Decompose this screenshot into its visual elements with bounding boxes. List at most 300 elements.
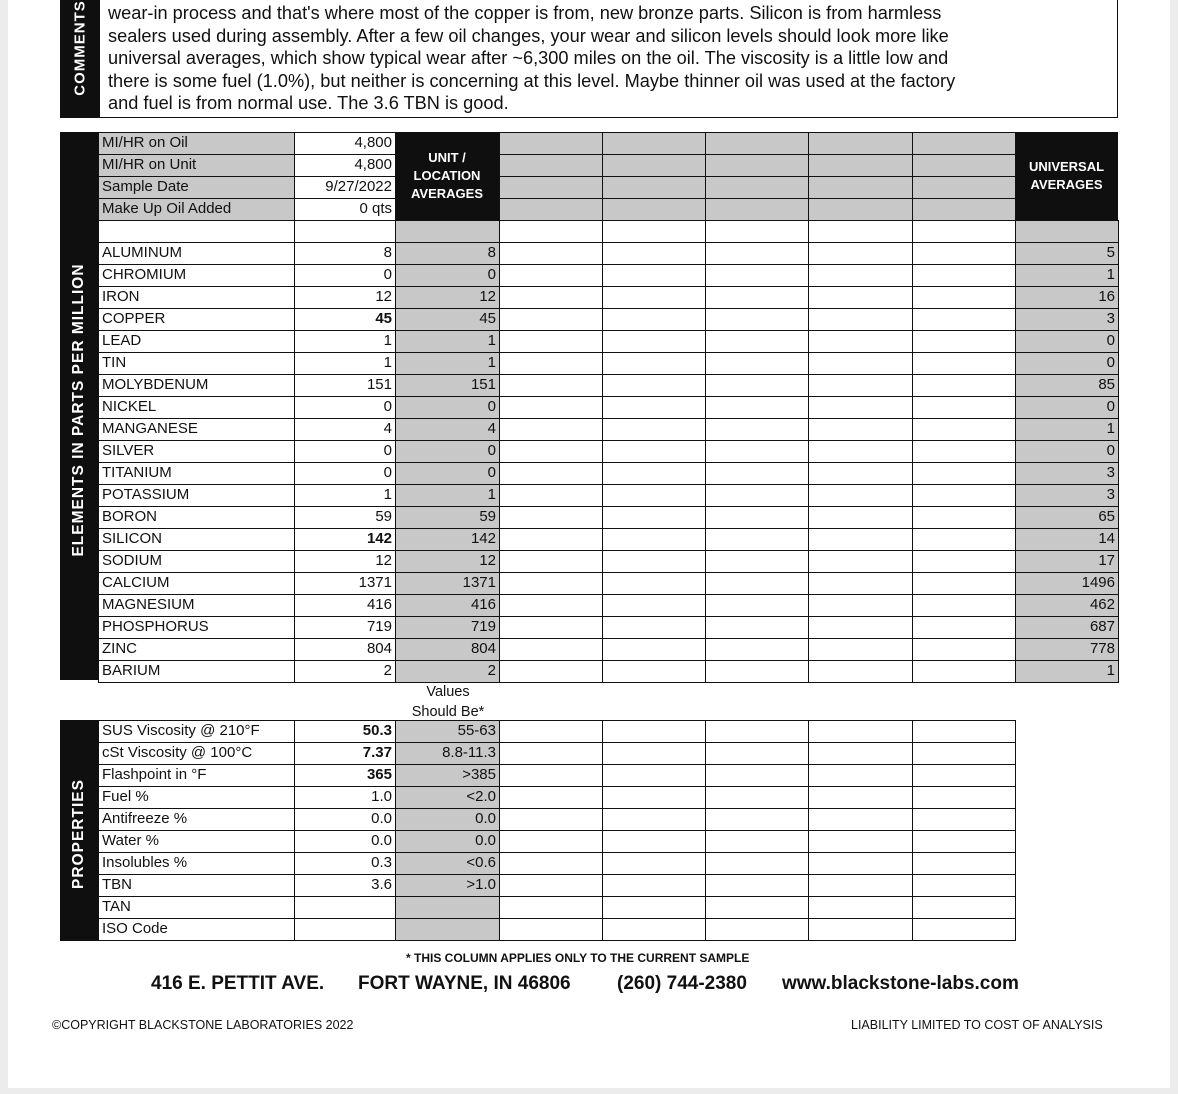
empty-cell bbox=[912, 528, 1016, 551]
element-name: SILICON bbox=[98, 528, 295, 551]
empty-cell bbox=[912, 874, 1016, 897]
element-name: SODIUM bbox=[98, 550, 295, 573]
empty-cell bbox=[602, 308, 706, 331]
empty-cell bbox=[602, 176, 706, 199]
empty-cell bbox=[602, 352, 706, 375]
empty-cell bbox=[808, 352, 913, 375]
empty-cell bbox=[705, 308, 809, 331]
values-should-be-header bbox=[396, 682, 500, 722]
empty-cell bbox=[705, 242, 809, 265]
empty-cell bbox=[499, 264, 603, 287]
element-name: MOLYBDENUM bbox=[98, 374, 295, 397]
property-should-be: <2.0 bbox=[395, 786, 500, 809]
element-value: 1 bbox=[294, 330, 396, 353]
empty-cell bbox=[808, 506, 913, 529]
element-universal-average: 0 bbox=[1015, 396, 1119, 419]
empty-cell bbox=[602, 830, 706, 853]
comments-sidebar-label: COMMENTS bbox=[71, 0, 89, 96]
empty-cell bbox=[705, 550, 809, 573]
element-universal-average: 1 bbox=[1015, 264, 1119, 287]
empty-cell bbox=[705, 484, 809, 507]
empty-cell bbox=[499, 330, 603, 353]
property-value bbox=[294, 896, 396, 919]
sample-info-label: MI/HR on Unit bbox=[98, 154, 295, 177]
element-unit-average: 1 bbox=[395, 484, 500, 507]
property-should-be bbox=[395, 918, 500, 941]
property-name: Water % bbox=[98, 830, 295, 853]
element-value: 2 bbox=[294, 660, 396, 683]
sample-info-value: 9/27/2022 bbox=[294, 176, 396, 199]
empty-cell bbox=[499, 616, 603, 639]
properties-sidebar-label: PROPERTIES bbox=[70, 779, 87, 889]
element-universal-average: 3 bbox=[1015, 484, 1119, 507]
element-universal-average: 778 bbox=[1015, 638, 1119, 661]
empty-cell bbox=[808, 286, 913, 309]
element-value: 142 bbox=[294, 528, 396, 551]
empty-cell bbox=[705, 528, 809, 551]
empty-cell bbox=[912, 132, 1016, 155]
empty-cell bbox=[705, 374, 809, 397]
element-value: 59 bbox=[294, 506, 396, 529]
property-should-be: 8.8-11.3 bbox=[395, 742, 500, 765]
comment-line: universal averages, which show typical wear after ~6,300 miles on the oil. The viscosity is a little low and bbox=[108, 48, 949, 68]
empty-cell bbox=[808, 242, 913, 265]
empty-cell bbox=[808, 830, 913, 853]
empty-cell bbox=[808, 874, 913, 897]
property-value: 7.37 bbox=[294, 742, 396, 765]
empty-cell bbox=[912, 720, 1016, 743]
empty-cell bbox=[912, 616, 1016, 639]
element-value: 151 bbox=[294, 374, 396, 397]
property-should-be: >1.0 bbox=[395, 874, 500, 897]
empty-cell bbox=[499, 852, 603, 875]
comments-text bbox=[108, 2, 1098, 115]
empty-cell bbox=[705, 418, 809, 441]
empty-cell bbox=[912, 330, 1016, 353]
element-unit-average: 59 bbox=[395, 506, 500, 529]
empty-cell bbox=[499, 352, 603, 375]
property-should-be bbox=[395, 896, 500, 919]
empty-cell bbox=[705, 154, 809, 177]
property-name: TAN bbox=[98, 896, 295, 919]
property-value: 0.0 bbox=[294, 830, 396, 853]
empty-cell bbox=[499, 440, 603, 463]
empty-cell bbox=[808, 918, 913, 941]
empty-cell bbox=[912, 352, 1016, 375]
element-unit-average: 1371 bbox=[395, 572, 500, 595]
empty-cell bbox=[912, 462, 1016, 485]
empty-cell bbox=[912, 176, 1016, 199]
empty-cell bbox=[499, 132, 603, 155]
property-value bbox=[294, 918, 396, 941]
universal-averages-header bbox=[1015, 132, 1118, 220]
sample-info-value: 4,800 bbox=[294, 132, 396, 155]
should-be-line: Values bbox=[426, 684, 470, 700]
spacer-cell bbox=[602, 220, 706, 243]
element-unit-average: 2 bbox=[395, 660, 500, 683]
element-unit-average: 8 bbox=[395, 242, 500, 265]
comment-line: there is some fuel (1.0%), but neither is concerning at this level. Maybe thinner oil was used at the factory bbox=[108, 70, 956, 91]
empty-cell bbox=[808, 396, 913, 419]
empty-cell bbox=[499, 506, 603, 529]
empty-cell bbox=[912, 484, 1016, 507]
empty-cell bbox=[705, 352, 809, 375]
unit-location-averages-header bbox=[395, 132, 499, 220]
property-value: 3.6 bbox=[294, 874, 396, 897]
element-name: IRON bbox=[98, 286, 295, 309]
element-name: MAGNESIUM bbox=[98, 594, 295, 617]
empty-cell bbox=[602, 198, 706, 221]
element-unit-average: 4 bbox=[395, 418, 500, 441]
sample-info-label: MI/HR on Oil bbox=[98, 132, 295, 155]
empty-cell bbox=[705, 264, 809, 287]
element-unit-average: 142 bbox=[395, 528, 500, 551]
element-universal-average: 1 bbox=[1015, 660, 1119, 683]
empty-cell bbox=[602, 418, 706, 441]
element-value: 12 bbox=[294, 286, 396, 309]
empty-cell bbox=[705, 286, 809, 309]
element-value: 719 bbox=[294, 616, 396, 639]
empty-cell bbox=[912, 742, 1016, 765]
empty-cell bbox=[808, 720, 913, 743]
property-should-be: 55-63 bbox=[395, 720, 500, 743]
empty-cell bbox=[499, 638, 603, 661]
element-name: CALCIUM bbox=[98, 572, 295, 595]
empty-cell bbox=[499, 154, 603, 177]
property-name: TBN bbox=[98, 874, 295, 897]
empty-cell bbox=[705, 638, 809, 661]
empty-cell bbox=[499, 462, 603, 485]
oil-report-page bbox=[8, 0, 1170, 1088]
empty-cell bbox=[602, 896, 706, 919]
empty-cell bbox=[912, 154, 1016, 177]
empty-cell bbox=[602, 616, 706, 639]
empty-cell bbox=[499, 786, 603, 809]
empty-cell bbox=[705, 660, 809, 683]
empty-cell bbox=[808, 176, 913, 199]
empty-cell bbox=[705, 176, 809, 199]
empty-cell bbox=[912, 550, 1016, 573]
empty-cell bbox=[808, 484, 913, 507]
empty-cell bbox=[602, 462, 706, 485]
empty-cell bbox=[808, 660, 913, 683]
comment-line: sealers used during assembly. After a few oil changes, your wear and silicon levels should look more like bbox=[108, 25, 949, 46]
empty-cell bbox=[808, 572, 913, 595]
empty-cell bbox=[499, 286, 603, 309]
empty-cell bbox=[705, 198, 809, 221]
empty-cell bbox=[808, 786, 913, 809]
empty-cell bbox=[808, 330, 913, 353]
property-name: Flashpoint in °F bbox=[98, 764, 295, 787]
empty-cell bbox=[912, 396, 1016, 419]
element-value: 8 bbox=[294, 242, 396, 265]
empty-cell bbox=[705, 830, 809, 853]
spacer-cell bbox=[98, 220, 295, 243]
element-name: SILVER bbox=[98, 440, 295, 463]
empty-cell bbox=[808, 374, 913, 397]
empty-cell bbox=[499, 396, 603, 419]
empty-cell bbox=[705, 764, 809, 787]
spacer-cell bbox=[912, 220, 1016, 243]
empty-cell bbox=[705, 132, 809, 155]
empty-cell bbox=[499, 808, 603, 831]
element-unit-average: 45 bbox=[395, 308, 500, 331]
element-name: ALUMINUM bbox=[98, 242, 295, 265]
property-name: SUS Viscosity @ 210°F bbox=[98, 720, 295, 743]
spacer-cell bbox=[294, 220, 396, 243]
empty-cell bbox=[602, 154, 706, 177]
empty-cell bbox=[808, 308, 913, 331]
empty-cell bbox=[602, 286, 706, 309]
properties-sidebar bbox=[60, 720, 98, 941]
element-universal-average: 462 bbox=[1015, 594, 1119, 617]
address-street: 416 E. PETTIT AVE. bbox=[151, 973, 325, 994]
property-should-be: 0.0 bbox=[395, 830, 500, 853]
element-universal-average: 65 bbox=[1015, 506, 1119, 529]
empty-cell bbox=[499, 660, 603, 683]
unit-avg-header-line: LOCATION bbox=[413, 168, 481, 183]
empty-cell bbox=[912, 660, 1016, 683]
property-name: Insolubles % bbox=[98, 852, 295, 875]
element-name: BORON bbox=[98, 506, 295, 529]
empty-cell bbox=[705, 720, 809, 743]
empty-cell bbox=[602, 638, 706, 661]
element-unit-average: 1 bbox=[395, 330, 500, 353]
empty-cell bbox=[912, 308, 1016, 331]
element-name: TITANIUM bbox=[98, 462, 295, 485]
empty-cell bbox=[499, 896, 603, 919]
element-value: 1 bbox=[294, 352, 396, 375]
empty-cell bbox=[912, 918, 1016, 941]
element-value: 0 bbox=[294, 396, 396, 419]
empty-cell bbox=[705, 896, 809, 919]
property-should-be: <0.6 bbox=[395, 852, 500, 875]
empty-cell bbox=[602, 764, 706, 787]
universal-header-line: UNIVERSAL bbox=[1028, 159, 1105, 174]
empty-cell bbox=[499, 308, 603, 331]
universal-header-line: AVERAGES bbox=[1030, 177, 1103, 192]
element-value: 1 bbox=[294, 484, 396, 507]
element-name: ZINC bbox=[98, 638, 295, 661]
property-value: 0.0 bbox=[294, 808, 396, 831]
property-name: Antifreeze % bbox=[98, 808, 295, 831]
empty-cell bbox=[499, 528, 603, 551]
column-footnote: * THIS COLUMN APPLIES ONLY TO THE CURRENT SAMPLE bbox=[406, 951, 750, 965]
element-universal-average: 0 bbox=[1015, 330, 1119, 353]
empty-cell bbox=[912, 852, 1016, 875]
elements-sidebar bbox=[60, 132, 98, 680]
empty-cell bbox=[808, 418, 913, 441]
property-name: ISO Code bbox=[98, 918, 295, 941]
empty-cell bbox=[808, 616, 913, 639]
empty-cell bbox=[602, 374, 706, 397]
empty-cell bbox=[499, 572, 603, 595]
element-name: CHROMIUM bbox=[98, 264, 295, 287]
element-universal-average: 17 bbox=[1015, 550, 1119, 573]
element-value: 4 bbox=[294, 418, 396, 441]
element-unit-average: 0 bbox=[395, 440, 500, 463]
empty-cell bbox=[808, 764, 913, 787]
empty-cell bbox=[499, 830, 603, 853]
empty-cell bbox=[499, 550, 603, 573]
element-universal-average: 0 bbox=[1015, 440, 1119, 463]
empty-cell bbox=[808, 808, 913, 831]
element-unit-average: 12 bbox=[395, 550, 500, 573]
element-name: BARIUM bbox=[98, 660, 295, 683]
element-name: COPPER bbox=[98, 308, 295, 331]
empty-cell bbox=[499, 594, 603, 617]
empty-cell bbox=[912, 506, 1016, 529]
element-universal-average: 3 bbox=[1015, 462, 1119, 485]
empty-cell bbox=[705, 462, 809, 485]
element-name: POTASSIUM bbox=[98, 484, 295, 507]
empty-cell bbox=[602, 132, 706, 155]
empty-cell bbox=[808, 132, 913, 155]
element-unit-average: 0 bbox=[395, 264, 500, 287]
empty-cell bbox=[602, 808, 706, 831]
element-universal-average: 1496 bbox=[1015, 572, 1119, 595]
website-link[interactable]: www.blackstone-labs.com bbox=[782, 973, 1019, 994]
empty-cell bbox=[499, 198, 603, 221]
spacer-cell bbox=[499, 220, 603, 243]
unit-avg-header-line: UNIT / bbox=[428, 150, 466, 165]
empty-cell bbox=[499, 418, 603, 441]
empty-cell bbox=[705, 440, 809, 463]
empty-cell bbox=[602, 440, 706, 463]
element-unit-average: 12 bbox=[395, 286, 500, 309]
empty-cell bbox=[602, 918, 706, 941]
empty-cell bbox=[705, 808, 809, 831]
empty-cell bbox=[705, 594, 809, 617]
empty-cell bbox=[499, 374, 603, 397]
empty-cell bbox=[499, 484, 603, 507]
element-value: 1371 bbox=[294, 572, 396, 595]
empty-cell bbox=[499, 742, 603, 765]
empty-cell bbox=[499, 918, 603, 941]
element-unit-average: 416 bbox=[395, 594, 500, 617]
empty-cell bbox=[808, 264, 913, 287]
property-value: 365 bbox=[294, 764, 396, 787]
element-value: 0 bbox=[294, 264, 396, 287]
element-name: LEAD bbox=[98, 330, 295, 353]
element-universal-average: 16 bbox=[1015, 286, 1119, 309]
element-universal-average: 687 bbox=[1015, 616, 1119, 639]
empty-cell bbox=[912, 198, 1016, 221]
element-universal-average: 85 bbox=[1015, 374, 1119, 397]
empty-cell bbox=[499, 242, 603, 265]
address-phone: (260) 744-2380 bbox=[617, 973, 747, 994]
empty-cell bbox=[705, 852, 809, 875]
empty-cell bbox=[808, 742, 913, 765]
empty-cell bbox=[808, 154, 913, 177]
empty-cell bbox=[808, 440, 913, 463]
sample-info-value: 4,800 bbox=[294, 154, 396, 177]
empty-cell bbox=[705, 616, 809, 639]
empty-cell bbox=[912, 594, 1016, 617]
empty-cell bbox=[499, 764, 603, 787]
element-universal-average: 5 bbox=[1015, 242, 1119, 265]
element-universal-average: 0 bbox=[1015, 352, 1119, 375]
element-name: PHOSPHORUS bbox=[98, 616, 295, 639]
element-value: 12 bbox=[294, 550, 396, 573]
element-unit-average: 151 bbox=[395, 374, 500, 397]
empty-cell bbox=[602, 264, 706, 287]
address-city: FORT WAYNE, IN 46806 bbox=[358, 973, 571, 994]
spacer-cell bbox=[1015, 220, 1119, 243]
empty-cell bbox=[912, 374, 1016, 397]
empty-cell bbox=[808, 462, 913, 485]
copyright-notice: ©COPYRIGHT BLACKSTONE LABORATORIES 2022 bbox=[52, 1018, 354, 1032]
property-value: 0.3 bbox=[294, 852, 396, 875]
empty-cell bbox=[602, 242, 706, 265]
empty-cell bbox=[705, 874, 809, 897]
empty-cell bbox=[912, 418, 1016, 441]
element-name: NICKEL bbox=[98, 396, 295, 419]
spacer-cell bbox=[705, 220, 809, 243]
empty-cell bbox=[705, 918, 809, 941]
empty-cell bbox=[602, 742, 706, 765]
empty-cell bbox=[705, 742, 809, 765]
empty-cell bbox=[602, 484, 706, 507]
element-unit-average: 804 bbox=[395, 638, 500, 661]
empty-cell bbox=[602, 594, 706, 617]
empty-cell bbox=[705, 330, 809, 353]
empty-cell bbox=[808, 638, 913, 661]
empty-cell bbox=[912, 786, 1016, 809]
element-unit-average: 1 bbox=[395, 352, 500, 375]
element-name: MANGANESE bbox=[98, 418, 295, 441]
element-value: 45 bbox=[294, 308, 396, 331]
empty-cell bbox=[808, 896, 913, 919]
should-be-line: Should Be* bbox=[411, 704, 485, 720]
spacer-cell bbox=[395, 220, 500, 243]
empty-cell bbox=[808, 528, 913, 551]
empty-cell bbox=[912, 896, 1016, 919]
empty-cell bbox=[912, 808, 1016, 831]
empty-cell bbox=[808, 550, 913, 573]
element-universal-average: 3 bbox=[1015, 308, 1119, 331]
empty-cell bbox=[912, 242, 1016, 265]
liability-notice: LIABILITY LIMITED TO COST OF ANALYSIS bbox=[851, 1018, 1103, 1032]
property-value: 1.0 bbox=[294, 786, 396, 809]
empty-cell bbox=[912, 440, 1016, 463]
empty-cell bbox=[602, 330, 706, 353]
empty-cell bbox=[912, 264, 1016, 287]
empty-cell bbox=[602, 528, 706, 551]
element-value: 0 bbox=[294, 462, 396, 485]
property-name: cSt Viscosity @ 100°C bbox=[98, 742, 295, 765]
element-unit-average: 719 bbox=[395, 616, 500, 639]
element-value: 804 bbox=[294, 638, 396, 661]
empty-cell bbox=[808, 852, 913, 875]
unit-avg-header-line: AVERAGES bbox=[411, 186, 483, 201]
element-value: 0 bbox=[294, 440, 396, 463]
property-should-be: >385 bbox=[395, 764, 500, 787]
comment-line: wear-in process and that's where most of the copper is from, new bronze parts. Silicon is from harmless bbox=[108, 3, 942, 23]
empty-cell bbox=[912, 572, 1016, 595]
empty-cell bbox=[602, 506, 706, 529]
element-unit-average: 0 bbox=[395, 462, 500, 485]
property-name: Fuel % bbox=[98, 786, 295, 809]
element-universal-average: 14 bbox=[1015, 528, 1119, 551]
empty-cell bbox=[912, 764, 1016, 787]
sample-info-value: 0 qts bbox=[294, 198, 396, 221]
comment-line: and fuel is from normal use. The 3.6 TBN is good. bbox=[108, 93, 509, 113]
empty-cell bbox=[808, 198, 913, 221]
property-should-be: 0.0 bbox=[395, 808, 500, 831]
empty-cell bbox=[602, 660, 706, 683]
empty-cell bbox=[705, 572, 809, 595]
